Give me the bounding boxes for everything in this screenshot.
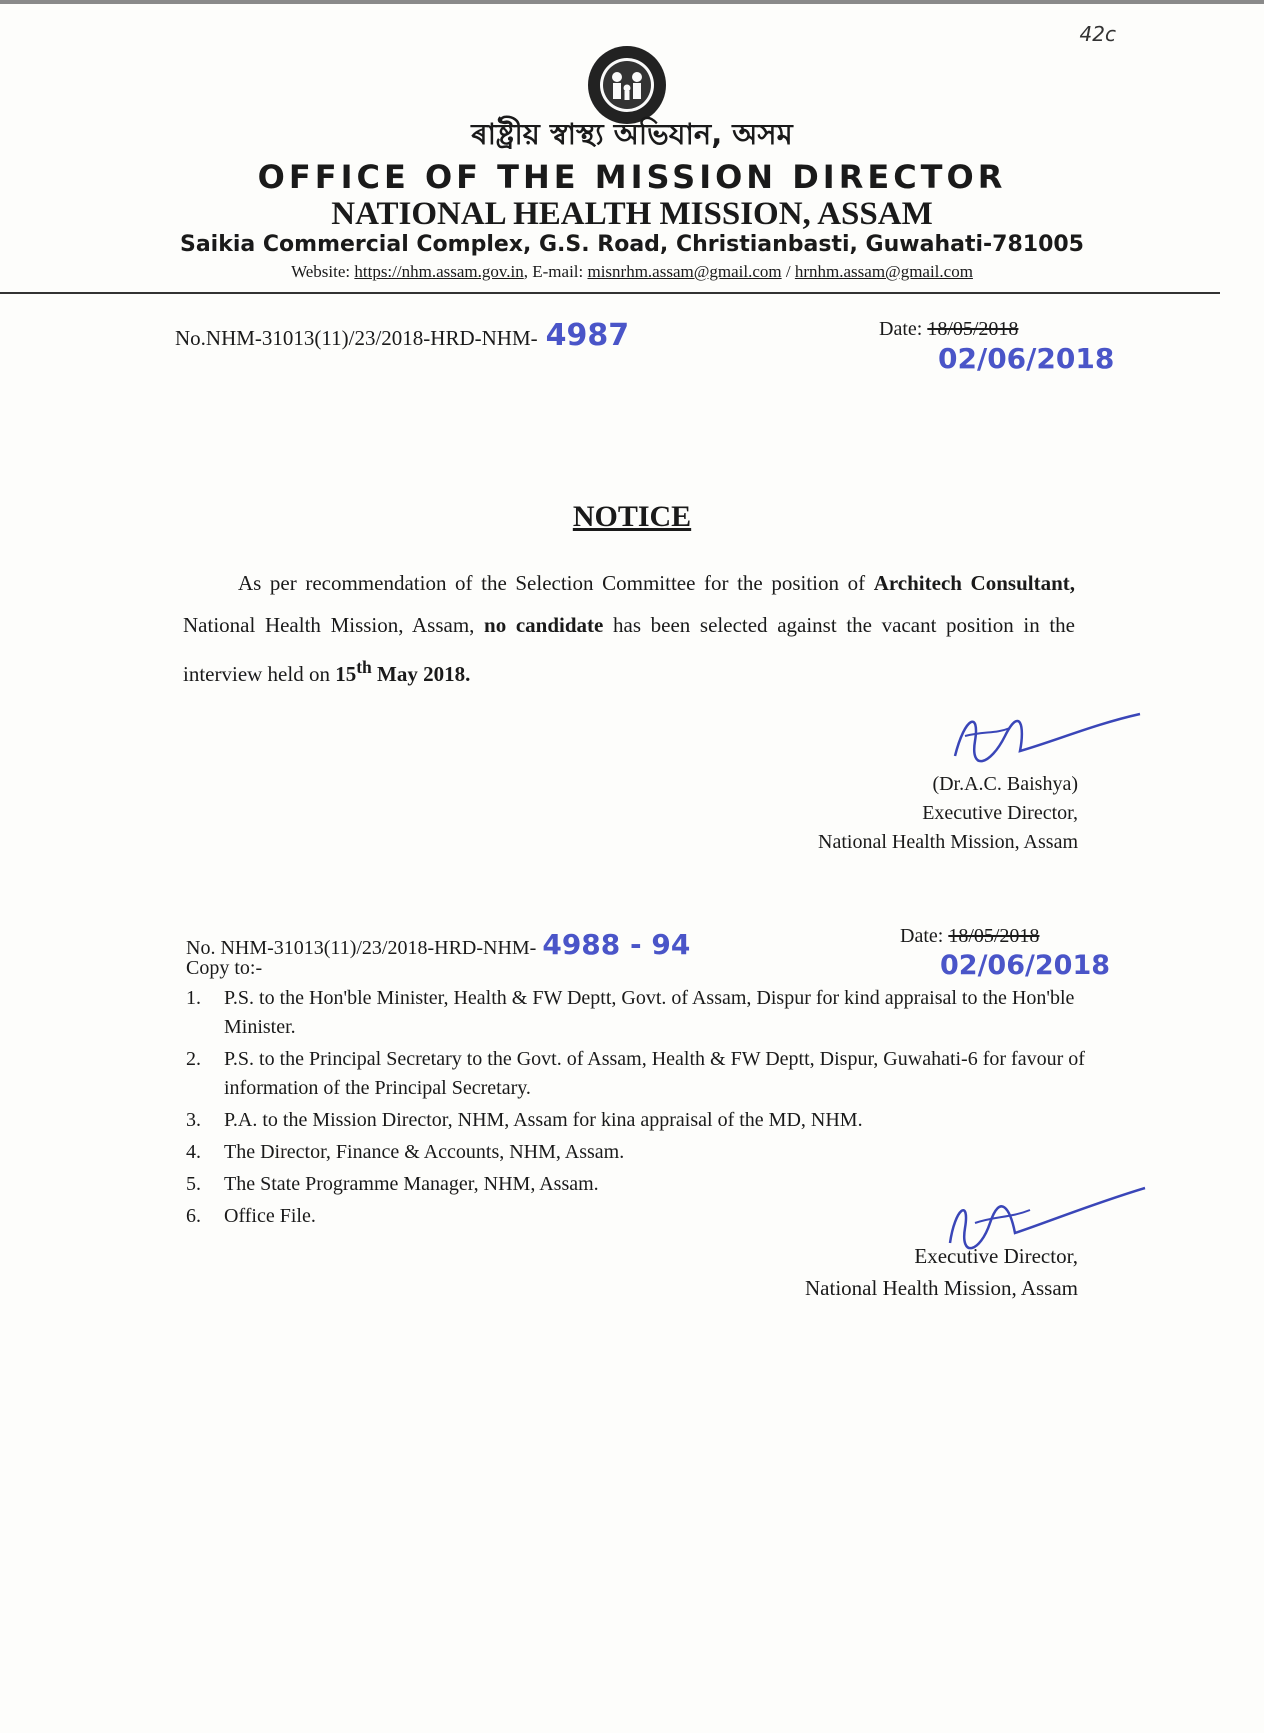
notice-title: NOTICE (572, 500, 692, 533)
email-link-1[interactable]: misnrhm.assam@gmail.com (587, 262, 782, 281)
bengali-organization-name: ৰাষ্ট্ৰীয় স্বাস্থ্য অভিযান, অসম (471, 117, 793, 151)
struck-date: 18/05/2018 (927, 318, 1019, 340)
interview-day-suffix: th (356, 657, 372, 677)
top-border (0, 0, 1264, 4)
list-item (186, 1106, 1086, 1135)
website-link[interactable]: https://nhm.assam.gov.in (354, 262, 524, 281)
list-number: 3. (186, 1109, 201, 1131)
email-separator: / (781, 262, 795, 281)
reference-number (175, 318, 629, 353)
signatory-organization: National Health Mission, Assam (818, 831, 1078, 853)
position-name: Architech Consultant, (873, 571, 1075, 595)
website-label: Website: (291, 262, 355, 281)
signatory-designation-2: Executive Director, (914, 1244, 1078, 1268)
signatory-organization-2: National Health Mission, Assam (805, 1276, 1078, 1300)
list-text: The Director, Finance & Accounts, NHM, Assam. (224, 1141, 625, 1163)
signatory-block-2 (805, 1240, 1078, 1304)
mission-name: NATIONAL HEALTH MISSION, ASSAM (331, 196, 933, 232)
list-number: 5. (186, 1173, 201, 1195)
copy-date-label: Date: (900, 925, 949, 947)
signatory-name: (Dr.A.C. Baishya) (932, 773, 1078, 795)
list-text: Office File. (224, 1205, 316, 1227)
signatory-designation: Executive Director, (922, 802, 1078, 824)
email-link-2[interactable]: hrnhm.assam@gmail.com (794, 262, 973, 281)
copy-reference-date (900, 925, 1039, 948)
signature-1 (935, 706, 1145, 772)
notice-text-1: As per recommendation of the Selection Committee for the position of (238, 571, 874, 595)
copy-handwritten-date: 02/06/2018 (940, 950, 1111, 981)
header-divider (0, 292, 1220, 294)
office-address: Saikia Commercial Complex, G.S. Road, Christianbasti, Guwahati-781005 (179, 232, 1084, 257)
list-number: 1. (186, 987, 201, 1009)
reference-number-text: No.NHM-31013(11)/23/2018-HRD-NHM- (175, 326, 538, 350)
office-title: OFFICE OF THE MISSION DIRECTOR (257, 158, 1007, 196)
list-number: 6. (186, 1205, 201, 1227)
list-text: P.S. to the Hon'ble Minister, Health & FW Deptt, Govt. of Assam, Dispur for kind appraisal to the Hon'ble Minister. (224, 987, 1075, 1038)
copy-struck-date: 18/05/2018 (948, 925, 1040, 947)
interview-date (335, 657, 471, 686)
handwritten-reference-number: 4987 (545, 318, 630, 353)
corner-note: 42c (1079, 22, 1116, 46)
list-item (186, 1138, 1086, 1167)
notice-body (183, 562, 1075, 695)
signatory-block-1 (818, 770, 1078, 857)
interview-day: 15 (335, 662, 357, 686)
contact-line (0, 262, 1264, 282)
list-text: P.S. to the Principal Secretary to the Govt. of Assam, Health & FW Deptt, Dispur, Guwahati-6 for favour of information of the Principal Secretary. (224, 1048, 1085, 1099)
list-text: P.A. to the Mission Director, NHM, Assam for kina appraisal of the MD, NHM. (224, 1109, 863, 1131)
list-item (186, 1045, 1086, 1103)
interview-month-year: May 2018. (371, 662, 471, 686)
date-label: Date: (879, 318, 928, 340)
notice-text-3: has been selected against the vacant position in the interview held on (183, 613, 1075, 686)
copy-reference-text: No. NHM-31013(11)/23/2018-HRD-NHM- (186, 937, 537, 959)
email-label: , E-mail: (523, 262, 588, 281)
list-number: 2. (186, 1048, 201, 1070)
list-item (186, 984, 1086, 1042)
reference-date (879, 318, 1018, 341)
list-number: 4. (186, 1141, 201, 1163)
list-text: The State Programme Manager, NHM, Assam. (224, 1173, 599, 1195)
copy-to-label: Copy to:- (186, 957, 263, 979)
selection-result: no candidate (484, 613, 604, 637)
handwritten-copy-number: 4988 - 94 (542, 928, 691, 961)
handwritten-date: 02/06/2018 (938, 342, 1115, 375)
notice-text-2: National Health Mission, Assam, (183, 613, 485, 637)
